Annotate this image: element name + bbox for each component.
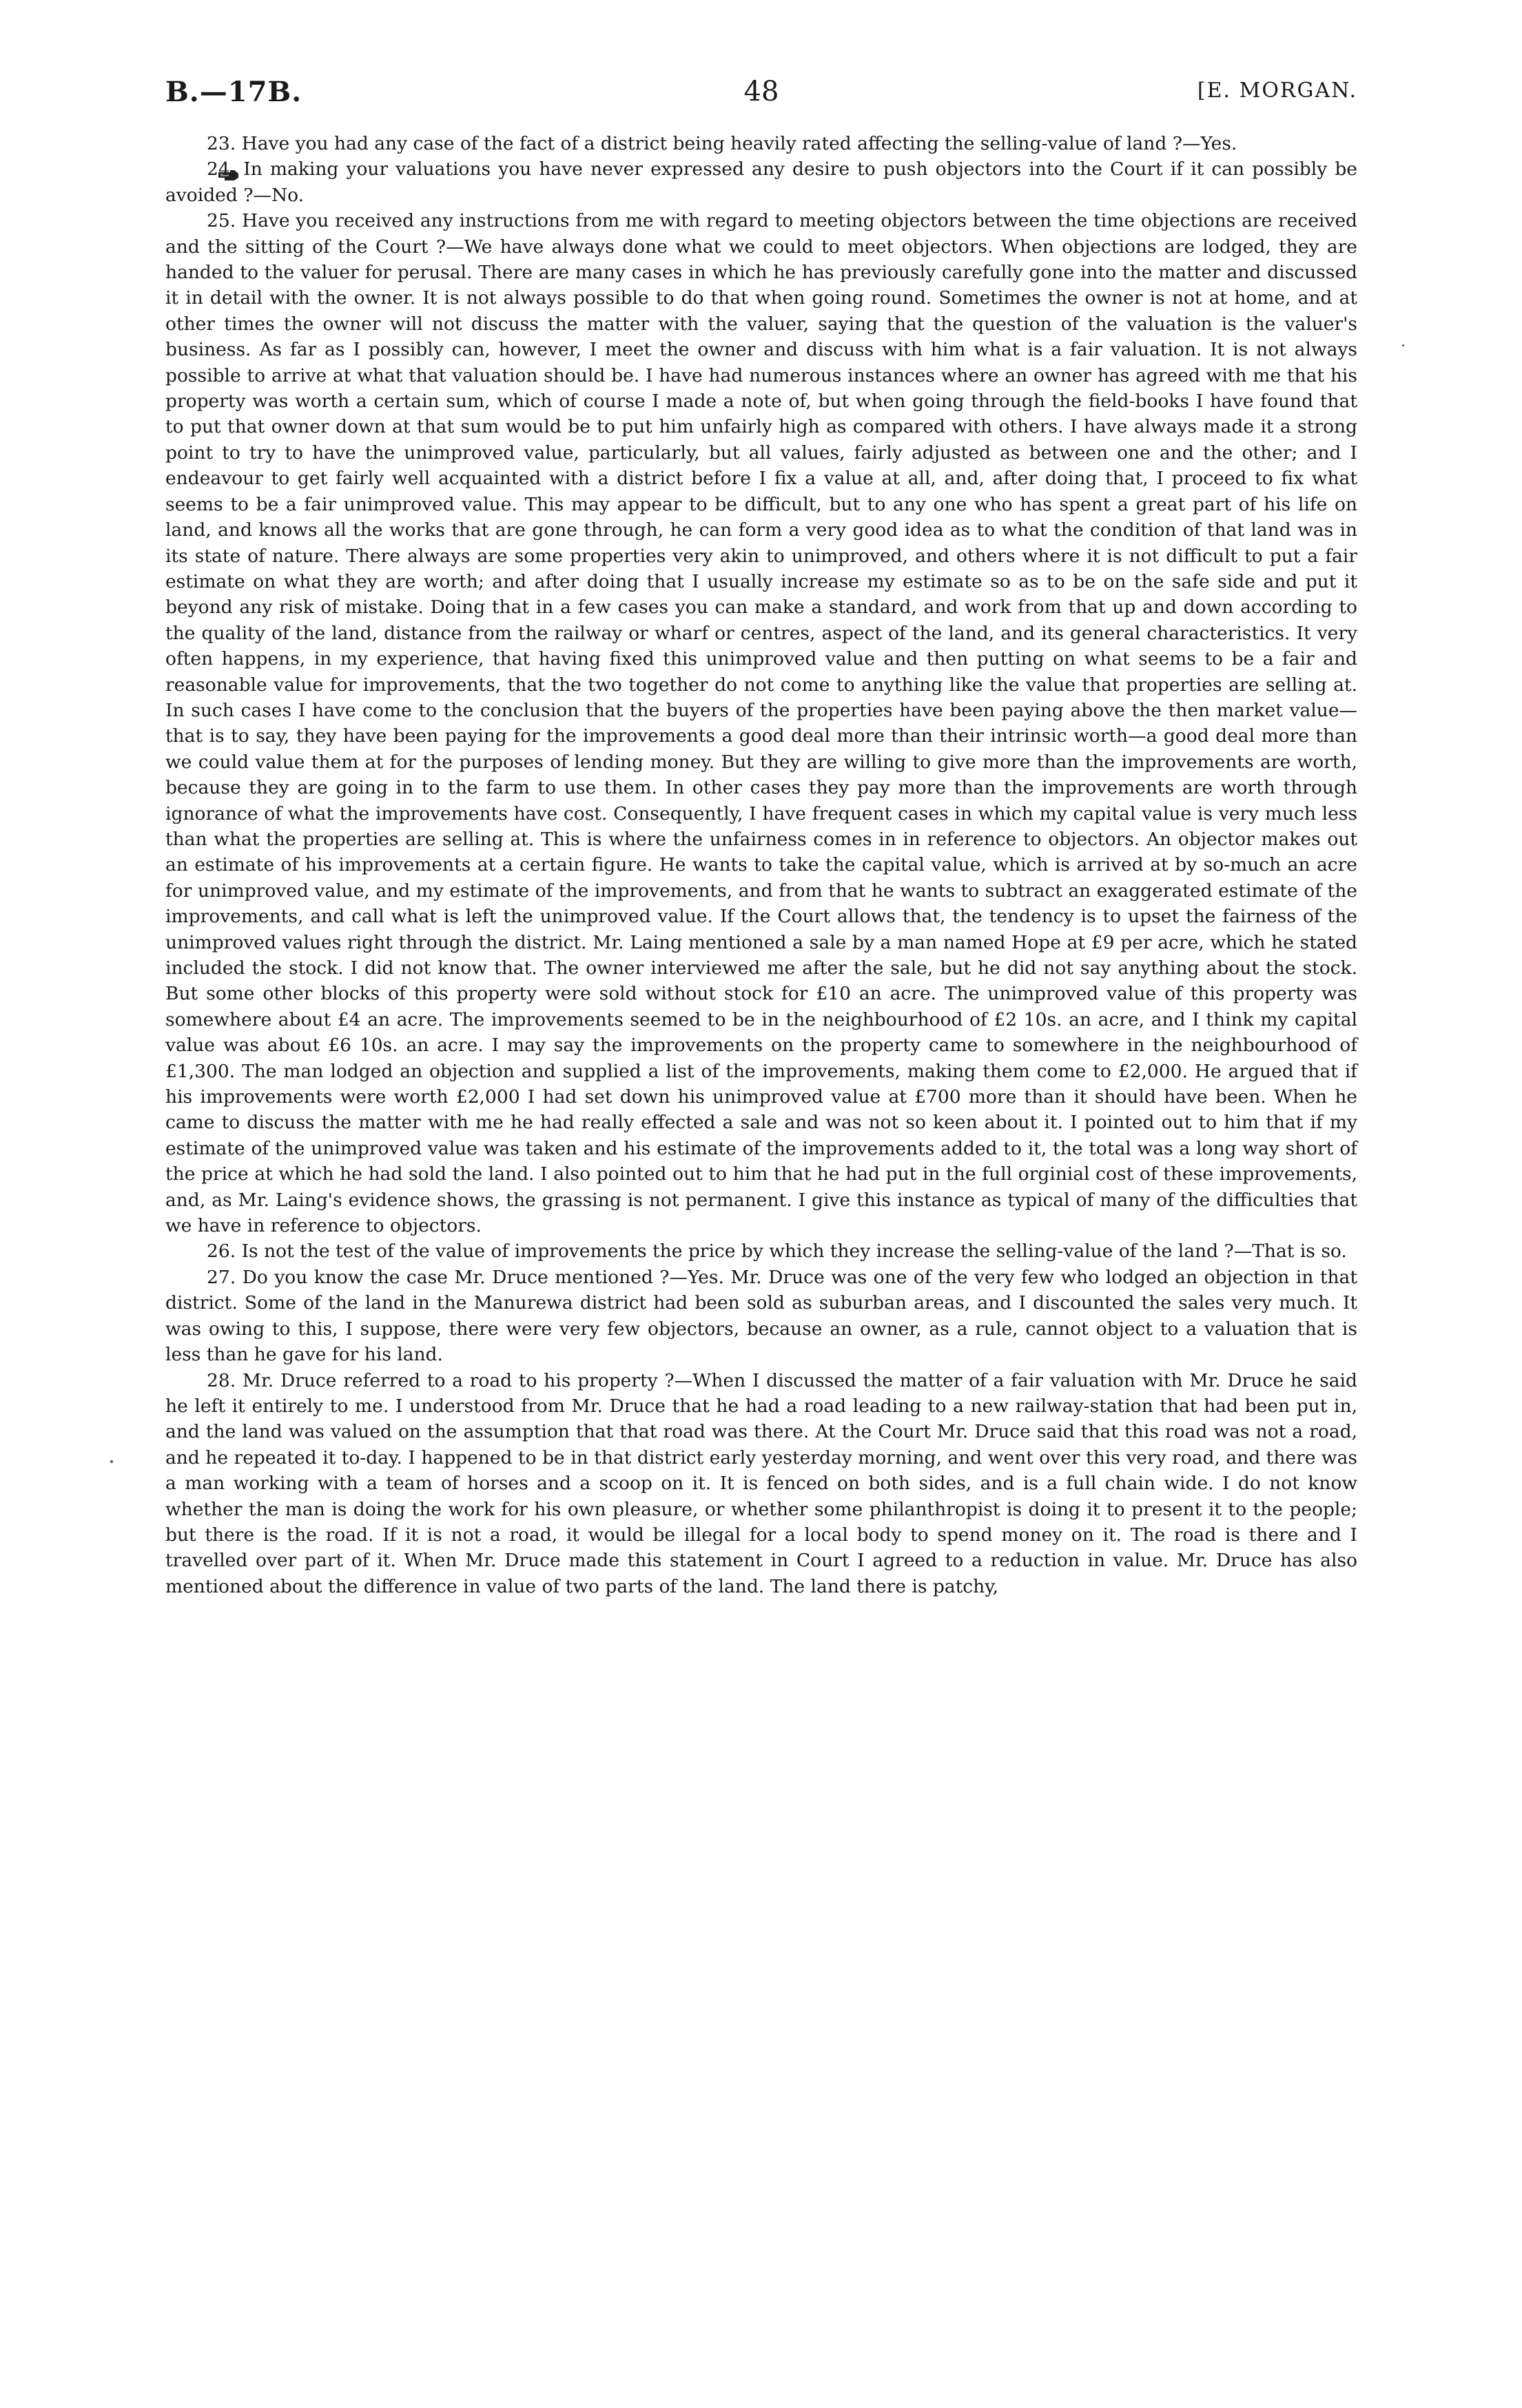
witness-name: [E. MORGAN.	[1197, 79, 1357, 103]
paragraph-26	[165, 1238, 1357, 1264]
paragraph-23	[165, 131, 1357, 156]
paragraph-27	[165, 1265, 1357, 1368]
question-number: 25.	[207, 210, 236, 232]
scan-speck	[110, 1460, 113, 1463]
paragraph-text: Have you received any instructions from me with regard to meeting objectors between the time objections are received and the sitting of the Court ?—We have always done what we could to meet objectors. When objections are lodged, they are handed to the valuer for perusal. There are many cases in which he has previously carefully gone into the matter and discussed it in detail with the owner. It is not always possible to do that when going round. Sometimes the owner is not at home, and at other times the owner will not discuss the matter with the valuer, saying that the question of the valuation is the valuer's business. As far as I possibly can, however, I meet the owner and discuss with him what is a fair valuation. It is not always possible to arrive at what that valuation should be. I have had numerous instances where an owner has agreed with me that his property was worth a certain sum, which of course I made a note of, but when going through the field-books I have found that to put that owner down at that sum would be to put him unfairly high as compared with others. I have always made it a strong point to try to have the unimproved value, particularly, but all values, fairly adjusted as between one and the other; and I endeavour to get fairly well acquainted with a district before I fix a value at all, and, after doing that, I proceed to fix what seems to be a fair unimproved value. This may appear to be difficult, but to any one who has spent a great part of his life on land, and knows all the works that are gone through, he can form a very good idea as to what the condition of that land was in its state of nature. There always are some properties very akin to unimproved, and others where it is not difficult to put a fair estimate on what they are worth; and after doing that I usually increase my estimate so as to be on the safe side and put it beyond any risk of mistake. Doing that in a few cases you can make a standard, and work from that up and down according to the quality of the land, distance from the railway or wharf or centres, aspect of the land, and its general characteristics. It very often happens, in my experience, that having fixed this unimproved value and then putting on what seems to be a fair and reasonable value for improvements, that the two together do not come to anything like the value that properties are selling at. In such cases I have come to the conclusion that the buyers of the properties have been paying above the then market value—that is to say, they have been paying for the improvements a good deal more than their intrinsic worth—a good deal more than we could value them at for the purposes of lending money. But they are willing to give more than the improvements are worth, because they are going in to the farm to use them. In other cases they pay more than the improvements are worth through ignorance of what the improvements have cost. Consequently, I have frequent cases in which my capital value is very much less than what the properties are selling at. This is where the unfairness comes in in reference to objectors. An objector makes out an estimate of his improvements at a certain figure. He wants to take the capital value, which is arrived at by so-much an acre for unimproved value, and my estimate of the improvements, and from that he wants to subtract an exaggerated estimate of the improvements, and call what is left the unimproved value. If the Court allows that, the tendency is to upset the fairness of the unimproved values right through the district. Mr. Laing mentioned a sale by a man named Hope at £9 per acre, which he stated included the stock. I did not know that. The owner interviewed me after the sale, but he did not say anything about the stock. But some other blocks of this property were sold without stock for £10 an acre. The unimproved value of this property was somewhere about £4 an acre. The improvements seemed to be in the neighbourhood of £2 10s. an acre, and I think my capital value was about £6 10s. an acre. I may say the improvements on the property came to somewhere in the neighbourhood of £1,300. The man lodged an objection and supplied a list of the improvements, making them come to £2,000. He argued that if his improvements were worth £2,000 I had set down his unimproved value at £700 more than it should have been. When he came to discuss the matter with me he had really effected a sale and was not so keen about it. I pointed out to him that if my estimate of the unimproved value was taken and his estimate of the improvements added to it, the total was a long way short of the price at which he had sold the land. I also pointed out to him that he had put in the full orginial cost of these improvements, and, as Mr. Laing's evidence shows, the grassing is not permanent. I give this instance as typical of many of the difficulties that we have in reference to objectors.	[165, 210, 1357, 1237]
pointing-hand-icon	[176, 163, 200, 177]
question-number: 26.	[207, 1241, 236, 1263]
paragraph-25	[165, 208, 1357, 1238]
question-number: 24.	[207, 158, 236, 180]
paragraph-text: In making your valuations you have never expressed any desire to push objectors into the Court if it can possibly be avoided ?—No.	[165, 158, 1357, 206]
question-number: 27.	[207, 1266, 236, 1288]
paragraph-text: Mr. Druce referred to a road to his property ?—When I discussed the matter of a fair valuation with Mr. Druce he said he left it entirely to me. I understood from Mr. Druce that he had a road leading to a new railway-station that had been put in, and the land was valued on the assumption that that road was there. At the Court Mr. Druce said that this road was not a road, and he repeated it to-day. I happened to be in that district early yesterday morning, and went over this very road, and there was a man working with a team of horses and a scoop on it. It is fenced on both sides, and is a full chain wide. I do not know whether the man is doing the work for his own pleasure, or whether some philanthropist is doing it to present it to the people; but there is the road. If it is not a road, it would be illegal for a local body to spend money on it. The road is there and I travelled over part of it. When Mr. Druce made this statement in Court I agreed to a reduction in value. Mr. Druce has also mentioned about the difference in value of two parts of the land. The land there is patchy,	[165, 1369, 1357, 1597]
paragraph-24	[165, 156, 1357, 208]
question-number: 28.	[207, 1369, 236, 1391]
document-page	[165, 76, 1357, 2335]
scan-speck	[1402, 344, 1404, 346]
paragraph-28	[165, 1368, 1357, 1600]
paragraph-text: Have you had any case of the fact of a district being heavily rated affecting the selling-value of land ?—Yes.	[241, 133, 1237, 154]
question-number: 23.	[207, 133, 236, 154]
page-number: 48	[743, 76, 779, 107]
document-body	[165, 131, 1357, 1599]
paragraph-text: Is not the test of the value of improvements the price by which they increase the selling-value of the land ?—That is so.	[241, 1241, 1347, 1263]
document-reference: B.—17B.	[165, 76, 302, 108]
page-header	[165, 76, 1357, 131]
paragraph-text: Do you know the case Mr. Druce mentioned ?—Yes. Mr. Druce was one of the very few who lodged an objection in that district. Some of the land in the Manurewa district had been sold as suburban areas, and I discounted the sales very much. It was owing to this, I suppose, there were very few objectors, because an owner, as a rule, cannot object to a valuation that is less than he gave for his land.	[165, 1266, 1357, 1366]
